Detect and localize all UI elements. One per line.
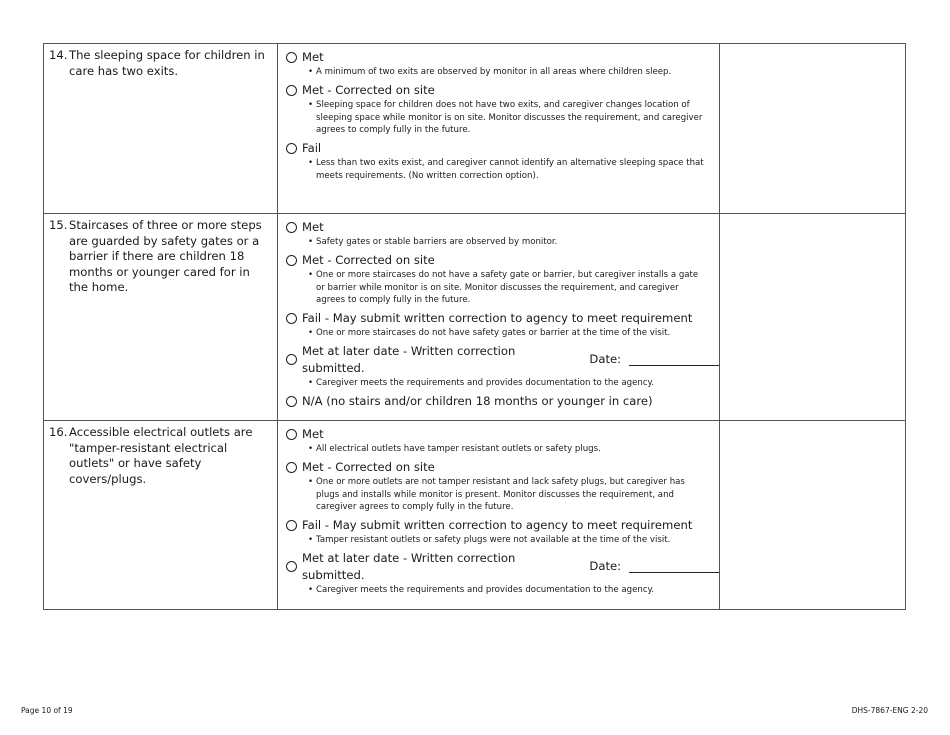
criteria-item: • All electrical outlets have tamper resistant outlets or safety plugs. — [316, 443, 707, 456]
notes-cell[interactable] — [720, 421, 906, 610]
question-cell — [44, 214, 278, 421]
radio-button[interactable] — [286, 85, 297, 96]
radio-button[interactable] — [286, 255, 297, 266]
notes-cell[interactable] — [720, 44, 906, 214]
option-criteria — [286, 476, 719, 514]
option-row[interactable] — [286, 393, 719, 410]
option-row[interactable] — [286, 310, 719, 327]
criteria-item: • Caregiver meets the requirements and provides documentation to the agency. — [316, 584, 707, 597]
criteria-item: • Safety gates or stable barriers are observed by monitor. — [316, 236, 707, 249]
answer-option — [286, 550, 719, 597]
option-row[interactable] — [286, 49, 719, 66]
option-row[interactable] — [286, 140, 719, 157]
question-label: Accessible electrical outlets are "tamper-resistant electrical outlets" or have safety covers/plugs. — [69, 425, 253, 486]
radio-button[interactable] — [286, 222, 297, 233]
option-row[interactable] — [286, 82, 719, 99]
question-number: 15. — [49, 218, 68, 232]
question-cell — [44, 44, 278, 214]
checklist-row — [44, 44, 906, 214]
option-row[interactable] — [286, 219, 719, 236]
answer-option — [286, 82, 719, 137]
radio-button[interactable] — [286, 462, 297, 473]
question-label: Staircases of three or more steps are guarded by safety gates or a barrier if there are children 18 months or younger cared for in the home. — [69, 218, 262, 294]
options-cell — [278, 421, 720, 610]
option-label: Fail — [302, 141, 322, 156]
answer-option — [286, 459, 719, 514]
option-row[interactable] — [286, 343, 719, 377]
question-text — [44, 214, 277, 296]
radio-button[interactable] — [286, 561, 297, 572]
answer-option — [286, 393, 719, 410]
criteria-item: • One or more staircases do not have safety gates or barrier at the time of the visit. — [316, 327, 707, 340]
radio-button[interactable] — [286, 313, 297, 324]
option-row[interactable] — [286, 517, 719, 534]
option-row[interactable] — [286, 550, 719, 584]
option-criteria — [286, 377, 719, 390]
answer-option — [286, 49, 719, 79]
answer-option — [286, 252, 719, 307]
option-row[interactable] — [286, 252, 719, 269]
option-label: Met - Corrected on site — [302, 459, 435, 474]
answer-option — [286, 310, 719, 340]
question-number: 16. — [49, 425, 68, 439]
option-row[interactable] — [286, 459, 719, 476]
answer-option — [286, 426, 719, 456]
question-text — [44, 44, 277, 79]
answer-option — [286, 140, 719, 183]
options-cell — [278, 44, 720, 214]
answer-option — [286, 517, 719, 547]
date-input[interactable] — [629, 560, 719, 573]
question-text — [44, 421, 277, 487]
option-row[interactable] — [286, 426, 719, 443]
options-cell — [278, 214, 720, 421]
answer-option — [286, 219, 719, 249]
option-criteria — [286, 327, 719, 340]
option-criteria — [286, 157, 719, 183]
criteria-item: • A minimum of two exits are observed by monitor in all areas where children sleep. — [316, 66, 707, 79]
date-label: Date: — [589, 559, 622, 574]
option-criteria — [286, 584, 719, 597]
date-input[interactable] — [629, 353, 719, 366]
checklist-row — [44, 421, 906, 610]
option-label: Fail - May submit written correction to agency to meet requirement — [302, 311, 693, 326]
option-criteria — [286, 99, 719, 137]
option-criteria — [286, 269, 719, 307]
question-cell — [44, 421, 278, 610]
answer-option — [286, 343, 719, 390]
option-label: Met - Corrected on site — [302, 252, 435, 267]
option-label: Met at later date - Written correction submitted. — [302, 343, 516, 375]
criteria-item: • One or more staircases do not have a safety gate or barrier, but caregiver installs a gate or barrier while monitor is on site. Monitor discusses the requirement, and caregiver agrees to comply fully in the future. — [316, 269, 707, 307]
radio-button[interactable] — [286, 52, 297, 63]
option-label: Fail - May submit written correction to agency to meet requirement — [302, 518, 693, 533]
option-criteria — [286, 534, 719, 547]
option-label: Met — [302, 427, 324, 441]
option-criteria — [286, 443, 719, 456]
criteria-item: • One or more outlets are not tamper resistant and lack safety plugs, but caregiver has plugs and installs while monitor is present. Monitor discusses the requirement, and caregiver agrees to comply fully in the future. — [316, 476, 707, 514]
option-label: Met — [302, 220, 324, 234]
checklist-row — [44, 214, 906, 421]
page-number: Page 10 of 19 — [21, 706, 73, 715]
criteria-item: • Tamper resistant outlets or safety plugs were not available at the time of the visit. — [316, 534, 707, 547]
option-label: Met - Corrected on site — [302, 82, 435, 97]
criteria-item: • Caregiver meets the requirements and provides documentation to the agency. — [316, 377, 707, 390]
option-label: Met — [302, 50, 324, 64]
checklist-table — [43, 43, 906, 610]
option-criteria — [286, 66, 719, 79]
question-label: The sleeping space for children in care has two exits. — [69, 48, 265, 78]
form-id: DHS-7867-ENG 2-20 — [851, 706, 928, 715]
notes-cell[interactable] — [720, 214, 906, 421]
radio-button[interactable] — [286, 396, 297, 407]
option-label: N/A (no stairs and/or children 18 months or younger in care) — [302, 393, 653, 408]
radio-button[interactable] — [286, 143, 297, 154]
option-label: Met at later date - Written correction submitted. — [302, 550, 516, 582]
question-number: 14. — [49, 48, 68, 62]
date-label: Date: — [589, 352, 622, 367]
radio-button[interactable] — [286, 520, 297, 531]
option-criteria — [286, 236, 719, 249]
criteria-item: • Less than two exits exist, and caregiver cannot identify an alternative sleeping space that meets requirements. (No written correction option). — [316, 157, 707, 183]
radio-button[interactable] — [286, 429, 297, 440]
criteria-item: • Sleeping space for children does not have two exits, and caregiver changes location of sleeping space while monitor is on site. Monitor discusses the requirement, and caregiver agrees to comply fully in the future. — [316, 99, 707, 137]
radio-button[interactable] — [286, 354, 297, 365]
